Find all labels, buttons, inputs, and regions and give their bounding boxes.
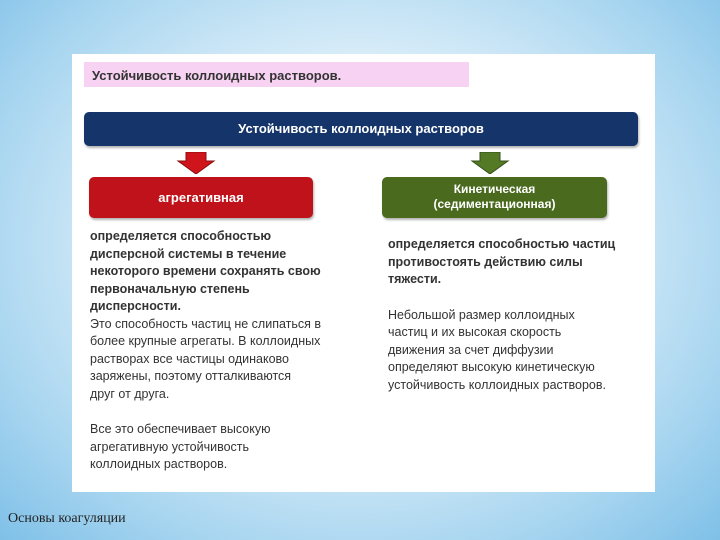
kinetic-definition [388, 236, 648, 289]
text-line: коллоидных растворов. [90, 457, 228, 471]
kinetic-box-line2: (седиментационная) [433, 197, 556, 211]
aggregative-description [90, 228, 350, 474]
aggregative-body [90, 316, 350, 404]
aggregative-box: агрегативная [89, 177, 313, 218]
text-line: устойчивость коллоидных растворов. [388, 377, 606, 392]
text-line: некоторого времени сохранять свою [90, 264, 321, 278]
slide-panel [72, 54, 655, 492]
text-line: Небольшой размер коллоидных [388, 307, 575, 322]
kinetic-description [388, 236, 648, 394]
text-line: агрегативную устойчивость [90, 439, 250, 454]
text-line: друг от друга. [90, 386, 170, 401]
text-line: растворах все частицы одинаково [90, 351, 289, 366]
text-line: противостоять действию силы [388, 254, 583, 269]
text-line: Все это обеспечивает высокую [90, 422, 271, 436]
text-line: дисперсности. [90, 299, 181, 313]
aggregative-definition [90, 228, 350, 316]
text-line: определяется способностью частиц [388, 237, 616, 251]
text-line: дисперсной системы в течение [90, 246, 287, 261]
green-down-arrow-icon [470, 152, 510, 174]
text-line: частиц и их высокая скорость [388, 325, 562, 339]
text-line: более крупные агрегаты. В коллоидных [90, 334, 321, 348]
kinetic-box-line1: Кинетическая [453, 182, 536, 196]
text-line: определяют высокую кинетическую [388, 360, 595, 374]
text-line: движения за счет диффузии [388, 342, 554, 357]
kinetic-box [382, 177, 607, 218]
footer-label: Основы коагуляции [8, 511, 126, 526]
text-line: определяется способностью [90, 229, 272, 243]
main-banner: Устойчивость коллоидных растворов [84, 112, 638, 146]
slide-title: Устойчивость коллоидных растворов. [84, 62, 469, 87]
text-line: Это способность частиц не слипаться в [90, 316, 322, 331]
kinetic-body [388, 307, 648, 395]
aggregative-summary [90, 421, 350, 474]
text-line: первоначальную степень [90, 281, 250, 296]
text-line: заряжены, поэтому отталкиваются [90, 369, 292, 383]
red-down-arrow-icon [176, 152, 216, 174]
text-line: тяжести. [388, 272, 442, 286]
